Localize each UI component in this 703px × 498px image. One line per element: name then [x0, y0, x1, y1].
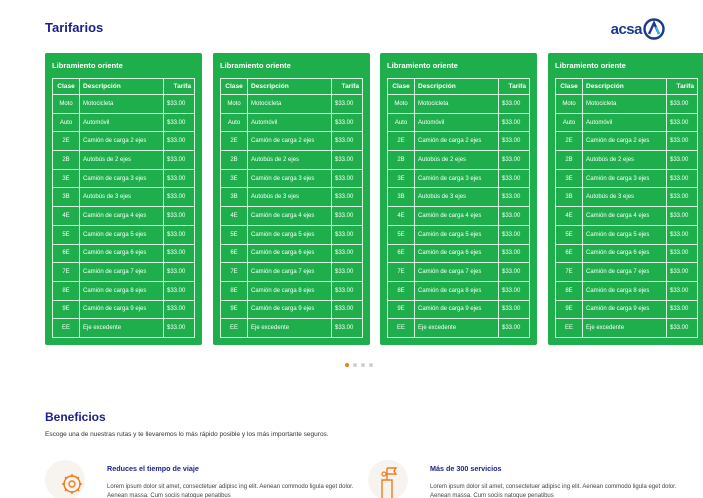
table-cell: EE	[221, 319, 248, 338]
table-cell: $33.00	[332, 207, 363, 226]
table-header-row	[556, 79, 698, 95]
table-cell: $33.00	[667, 95, 698, 114]
table-cell: Moto	[556, 95, 583, 114]
table-cell: $33.00	[499, 319, 530, 338]
table-cell: Camión de carga 4 ejes	[80, 207, 164, 226]
table-cell: 2B	[556, 151, 583, 170]
table-cell: 5E	[556, 225, 583, 244]
table-cell: 8E	[556, 281, 583, 300]
table-cell: Camión de carga 5 ejes	[80, 225, 164, 244]
table-cell: Motocicleta	[415, 95, 499, 114]
table-row	[53, 244, 195, 263]
table-cell: Camión de carga 7 ejes	[248, 263, 332, 282]
card-title: Libramiento oriente	[555, 61, 626, 70]
table-cell: Autobús de 3 ejes	[80, 188, 164, 207]
column-header: Tarifa	[667, 79, 698, 95]
column-header: Descripción	[415, 79, 499, 95]
tariff-card	[213, 53, 370, 345]
table-cell: Auto	[221, 113, 248, 132]
table-cell: $33.00	[499, 300, 530, 319]
tariff-card	[45, 53, 202, 345]
table-cell: Camión de carga 6 ejes	[80, 244, 164, 263]
table-cell: Auto	[388, 113, 415, 132]
table-cell: 9E	[53, 300, 80, 319]
table-row	[556, 151, 698, 170]
table-cell: 6E	[556, 244, 583, 263]
table-cell: Automóvil	[80, 113, 164, 132]
table-cell: Camión de carga 8 ejes	[248, 281, 332, 300]
table-cell: 9E	[388, 300, 415, 319]
table-cell: 2E	[53, 132, 80, 151]
table-cell: $33.00	[667, 244, 698, 263]
table-row	[53, 225, 195, 244]
table-row	[221, 225, 363, 244]
table-cell: $33.00	[332, 263, 363, 282]
table-cell: $33.00	[667, 113, 698, 132]
table-row	[556, 207, 698, 226]
table-cell: Motocicleta	[583, 95, 667, 114]
table-cell: $33.00	[164, 207, 195, 226]
table-cell: $33.00	[332, 300, 363, 319]
column-header: Tarifa	[499, 79, 530, 95]
tariff-table	[555, 78, 698, 338]
table-cell: Camión de carga 6 ejes	[248, 244, 332, 263]
table-cell: Eje excedente	[583, 319, 667, 338]
table-cell: Eje excedente	[80, 319, 164, 338]
card-title: Libramiento oriente	[52, 61, 123, 70]
table-cell: $33.00	[667, 207, 698, 226]
table-cell: $33.00	[332, 132, 363, 151]
table-cell: $33.00	[499, 281, 530, 300]
table-row	[388, 263, 530, 282]
table-cell: $33.00	[164, 151, 195, 170]
table-header-row	[388, 79, 530, 95]
card-title: Libramiento oriente	[220, 61, 291, 70]
table-cell: Camión de carga 8 ejes	[583, 281, 667, 300]
table-cell: $33.00	[164, 113, 195, 132]
feature-title: Reduces el tiempo de viaje	[107, 464, 199, 473]
table-row	[556, 95, 698, 114]
pager-dot-4[interactable]	[369, 363, 373, 367]
benefits-subtitle: Escoge una de nuestras rutas y te llevaremos lo más rápido posible y los más importante seguros.	[45, 431, 329, 438]
table-cell: Autobús de 3 ejes	[583, 188, 667, 207]
table-cell: $33.00	[499, 169, 530, 188]
table-cell: Auto	[556, 113, 583, 132]
table-cell: Camión de carga 5 ejes	[583, 225, 667, 244]
table-cell: 2B	[221, 151, 248, 170]
table-cell: 3E	[556, 169, 583, 188]
table-cell: Camión de carga 4 ejes	[583, 207, 667, 226]
table-row	[556, 132, 698, 151]
table-cell: Camión de carga 9 ejes	[248, 300, 332, 319]
table-row	[388, 300, 530, 319]
table-cell: Camión de carga 5 ejes	[415, 225, 499, 244]
table-row	[556, 188, 698, 207]
table-cell: $33.00	[499, 263, 530, 282]
table-cell: EE	[556, 319, 583, 338]
column-header: Tarifa	[164, 79, 195, 95]
table-cell: Autobús de 2 ejes	[80, 151, 164, 170]
table-cell: 7E	[221, 263, 248, 282]
table-cell: Camión de carga 3 ejes	[248, 169, 332, 188]
table-row	[388, 132, 530, 151]
table-cell: $33.00	[164, 263, 195, 282]
table-cell: $33.00	[332, 244, 363, 263]
table-row	[53, 113, 195, 132]
table-cell: 2E	[556, 132, 583, 151]
table-cell: $33.00	[667, 188, 698, 207]
pager-dot-2[interactable]	[353, 363, 357, 367]
feature-travel-time	[45, 460, 354, 498]
table-cell: Automóvil	[248, 113, 332, 132]
table-cell: $33.00	[667, 151, 698, 170]
feature-title: Más de 300 servicios	[430, 464, 502, 473]
table-row	[53, 95, 195, 114]
table-cell: $33.00	[332, 281, 363, 300]
table-row	[556, 263, 698, 282]
table-cell: 7E	[53, 263, 80, 282]
table-cell: 2B	[53, 151, 80, 170]
table-row	[221, 113, 363, 132]
table-cell: 5E	[221, 225, 248, 244]
table-cell: EE	[53, 319, 80, 338]
table-cell: 3B	[221, 188, 248, 207]
table-row	[388, 207, 530, 226]
table-row	[221, 95, 363, 114]
table-cell: 8E	[388, 281, 415, 300]
table-row	[556, 281, 698, 300]
table-cell: Autobús de 3 ejes	[248, 188, 332, 207]
table-cell: Motocicleta	[80, 95, 164, 114]
table-cell: $33.00	[667, 300, 698, 319]
table-row	[388, 113, 530, 132]
table-cell: 2E	[221, 132, 248, 151]
table-row	[221, 244, 363, 263]
benefits-title: Beneficios	[45, 410, 106, 424]
page-header	[45, 18, 665, 48]
table-cell: Autobús de 2 ejes	[248, 151, 332, 170]
table-cell: 7E	[556, 263, 583, 282]
table-cell: Camión de carga 3 ejes	[583, 169, 667, 188]
feature-text: Lorem ipsum dolor sit amet, consectetuer adipisc ing elit. Aenean commodo ligula eget dolor. Aenean massa. Cum sociis natoque penatibus	[430, 484, 677, 498]
table-cell: $33.00	[499, 225, 530, 244]
table-cell: Motocicleta	[248, 95, 332, 114]
column-header: Descripción	[248, 79, 332, 95]
table-cell: 6E	[53, 244, 80, 263]
table-cell: Eje excedente	[415, 319, 499, 338]
table-cell: Moto	[221, 95, 248, 114]
table-cell: $33.00	[499, 132, 530, 151]
table-row	[53, 169, 195, 188]
table-cell: $33.00	[164, 319, 195, 338]
table-cell: $33.00	[332, 151, 363, 170]
table-cell: $33.00	[164, 300, 195, 319]
table-row	[221, 169, 363, 188]
pager-dot-1[interactable]	[345, 363, 349, 367]
table-cell: 4E	[388, 207, 415, 226]
table-row	[556, 244, 698, 263]
table-row	[221, 151, 363, 170]
table-cell: Moto	[388, 95, 415, 114]
logo-mark-icon	[643, 18, 665, 40]
table-row	[556, 319, 698, 338]
table-cell: $33.00	[164, 281, 195, 300]
card-title: Libramiento oriente	[387, 61, 458, 70]
table-cell: 3E	[53, 169, 80, 188]
table-cell: Camión de carga 3 ejes	[415, 169, 499, 188]
table-row	[221, 132, 363, 151]
table-cell: 7E	[388, 263, 415, 282]
table-row	[53, 319, 195, 338]
table-row	[388, 225, 530, 244]
table-cell: Camión de carga 3 ejes	[80, 169, 164, 188]
table-row	[388, 281, 530, 300]
table-row	[221, 263, 363, 282]
table-cell: $33.00	[667, 132, 698, 151]
table-row	[556, 300, 698, 319]
column-header: Descripción	[80, 79, 164, 95]
table-row	[388, 169, 530, 188]
tariff-card	[380, 53, 537, 345]
table-cell: $33.00	[164, 188, 195, 207]
table-row	[556, 113, 698, 132]
logo-text: acsa	[610, 20, 642, 38]
page-title: Tarifarios	[45, 20, 104, 35]
table-cell: Camión de carga 7 ejes	[415, 263, 499, 282]
table-cell: $33.00	[667, 169, 698, 188]
table-cell: 3E	[221, 169, 248, 188]
table-cell: Camión de carga 6 ejes	[583, 244, 667, 263]
table-cell: Camión de carga 9 ejes	[415, 300, 499, 319]
table-cell: $33.00	[667, 281, 698, 300]
table-cell: 3E	[388, 169, 415, 188]
tariff-carousel	[45, 53, 703, 345]
table-row	[388, 151, 530, 170]
acsa-logo[interactable]	[611, 18, 665, 40]
table-cell: Camión de carga 8 ejes	[80, 281, 164, 300]
table-cell: $33.00	[499, 244, 530, 263]
table-cell: $33.00	[667, 319, 698, 338]
table-cell: Camión de carga 2 ejes	[80, 132, 164, 151]
table-cell: $33.00	[667, 225, 698, 244]
table-cell: Camión de carga 2 ejes	[415, 132, 499, 151]
table-cell: $33.00	[332, 188, 363, 207]
table-cell: Camión de carga 6 ejes	[415, 244, 499, 263]
table-cell: $33.00	[499, 151, 530, 170]
service-flag-icon	[368, 460, 408, 498]
table-cell: Camión de carga 9 ejes	[583, 300, 667, 319]
table-cell: 8E	[221, 281, 248, 300]
table-cell: $33.00	[332, 225, 363, 244]
table-cell: $33.00	[164, 244, 195, 263]
table-cell: Automóvil	[583, 113, 667, 132]
tariff-table	[220, 78, 363, 338]
tariff-table	[387, 78, 530, 338]
column-header: Tarifa	[332, 79, 363, 95]
table-cell: Automóvil	[415, 113, 499, 132]
table-row	[388, 244, 530, 263]
table-cell: $33.00	[332, 95, 363, 114]
table-cell: Autobús de 3 ejes	[415, 188, 499, 207]
table-row	[221, 207, 363, 226]
table-cell: Camión de carga 8 ejes	[415, 281, 499, 300]
table-cell: $33.00	[499, 207, 530, 226]
table-cell: 3B	[388, 188, 415, 207]
table-cell: Camión de carga 4 ejes	[248, 207, 332, 226]
table-row	[53, 207, 195, 226]
table-cell: 4E	[53, 207, 80, 226]
table-row	[556, 169, 698, 188]
carousel-pager	[345, 363, 373, 367]
table-row	[388, 319, 530, 338]
brain-gear-icon	[45, 460, 85, 498]
column-header: Descripción	[583, 79, 667, 95]
table-header-row	[221, 79, 363, 95]
table-cell: $33.00	[332, 113, 363, 132]
table-cell: Auto	[53, 113, 80, 132]
table-row	[221, 281, 363, 300]
table-cell: Moto	[53, 95, 80, 114]
table-cell: $33.00	[164, 95, 195, 114]
table-row	[388, 95, 530, 114]
table-cell: Eje excedente	[248, 319, 332, 338]
feature-services	[368, 460, 677, 498]
table-row	[53, 300, 195, 319]
table-cell: EE	[388, 319, 415, 338]
table-cell: $33.00	[667, 263, 698, 282]
table-cell: $33.00	[332, 319, 363, 338]
table-row	[221, 319, 363, 338]
table-cell: Camión de carga 2 ejes	[248, 132, 332, 151]
table-cell: 4E	[556, 207, 583, 226]
table-cell: Camión de carga 7 ejes	[583, 263, 667, 282]
table-cell: 2B	[388, 151, 415, 170]
table-row	[53, 132, 195, 151]
table-cell: 6E	[388, 244, 415, 263]
table-header-row	[53, 79, 195, 95]
table-row	[221, 300, 363, 319]
table-cell: 5E	[388, 225, 415, 244]
tariff-table	[52, 78, 195, 338]
table-cell: Camión de carga 4 ejes	[415, 207, 499, 226]
table-row	[221, 188, 363, 207]
table-cell: 2E	[388, 132, 415, 151]
table-row	[53, 281, 195, 300]
column-header: Clase	[556, 79, 583, 95]
table-cell: $33.00	[332, 169, 363, 188]
table-cell: Camión de carga 2 ejes	[583, 132, 667, 151]
tariff-card	[548, 53, 703, 345]
table-cell: 3B	[556, 188, 583, 207]
table-row	[388, 188, 530, 207]
table-cell: Camión de carga 9 ejes	[80, 300, 164, 319]
pager-dot-3[interactable]	[361, 363, 365, 367]
table-cell: 6E	[221, 244, 248, 263]
table-cell: 4E	[221, 207, 248, 226]
column-header: Clase	[53, 79, 80, 95]
feature-text: Lorem ipsum dolor sit amet, consectetuer adipisc ing elit. Aenean commodo ligula eget dolor. Aenean massa. Cum sociis natoque penatibus	[107, 484, 354, 498]
table-row	[53, 151, 195, 170]
table-cell: $33.00	[499, 95, 530, 114]
table-cell: 8E	[53, 281, 80, 300]
table-cell: 9E	[556, 300, 583, 319]
table-cell: $33.00	[499, 113, 530, 132]
table-cell: Autobús de 2 ejes	[415, 151, 499, 170]
column-header: Clase	[221, 79, 248, 95]
table-row	[53, 263, 195, 282]
table-cell: Autobús de 2 ejes	[583, 151, 667, 170]
table-cell: Camión de carga 7 ejes	[80, 263, 164, 282]
table-cell: 9E	[221, 300, 248, 319]
table-cell: Camión de carga 5 ejes	[248, 225, 332, 244]
table-row	[556, 225, 698, 244]
table-cell: $33.00	[164, 225, 195, 244]
table-cell: $33.00	[164, 132, 195, 151]
table-cell: 5E	[53, 225, 80, 244]
table-cell: $33.00	[164, 169, 195, 188]
table-row	[53, 188, 195, 207]
table-cell: $33.00	[499, 188, 530, 207]
table-cell: 3B	[53, 188, 80, 207]
column-header: Clase	[388, 79, 415, 95]
